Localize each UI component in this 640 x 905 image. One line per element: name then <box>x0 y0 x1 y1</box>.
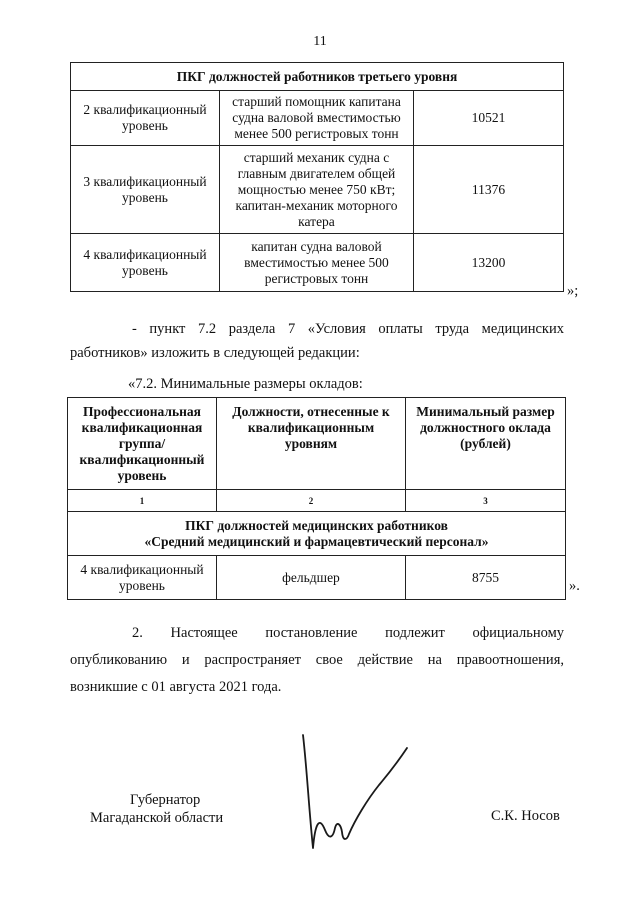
table-row <box>71 146 564 234</box>
position-cell: капитан судна валовой вместимостью менее 500 регистровых тонн <box>220 234 414 292</box>
salary-cell: 11376 <box>414 146 564 234</box>
paragraph-amendment: - пункт 7.2 раздела 7 «Условия оплаты труда медицинских работников» изложить в следующей редакции: <box>70 321 564 361</box>
column-header: Минимальный размер должностного оклада (рублей) <box>406 398 566 490</box>
signatory-title-line2: Магаданской области <box>90 810 224 826</box>
signatory-name: С.К. Носов <box>491 808 560 824</box>
table2-closing: ». <box>569 578 580 594</box>
table1-header: ПКГ должностей работников третьего уровня <box>71 63 564 91</box>
column-header: Должности, отнесенные к квалификационным уровням <box>217 398 406 490</box>
medical-salaries-table <box>67 397 566 600</box>
position-cell: старший механик судна с главным двигателем общей мощностью менее 750 кВт; капитан-механик моторного катера <box>220 146 414 234</box>
position-cell: старший помощник капитана судна валовой вместимостью менее 500 регистровых тонн <box>220 91 414 146</box>
salary-cell: 8755 <box>406 556 566 600</box>
table-row <box>68 556 566 600</box>
table-row <box>71 234 564 292</box>
position-cell: фельдшер <box>217 556 406 600</box>
group-line-2: «Средний медицинский и фармацевтический персонал» <box>144 533 489 549</box>
column-header: Профессиональная квалификационная группа/ квалификационный уровень <box>68 398 217 490</box>
column-number: 2 <box>217 490 406 512</box>
table1-closing: »; <box>567 283 579 299</box>
paragraph-publication: 2. Настоящее постановление подлежит официальному опубликованию и распространяет свое действие на правоотношения, возникшие с 01 августа 2021 года. <box>70 625 564 695</box>
group-header <box>68 512 566 556</box>
table-row <box>71 91 564 146</box>
column-number: 1 <box>68 490 217 512</box>
salary-cell: 10521 <box>414 91 564 146</box>
page-number: 11 <box>313 34 327 49</box>
signatory-title-line1: Губернатор <box>130 792 201 808</box>
salary-cell: 13200 <box>414 234 564 292</box>
paragraph-section-title: «7.2. Минимальные размеры окладов: <box>128 376 363 392</box>
level-cell: 4 квалификационный уровень <box>68 556 217 600</box>
column-number: 3 <box>406 490 566 512</box>
level-cell: 2 квалификационный уровень <box>71 91 220 146</box>
group-line-1: ПКГ должностей медицинских работников <box>185 517 448 533</box>
level-cell: 3 квалификационный уровень <box>71 146 220 234</box>
handwritten-signature <box>295 730 415 865</box>
level-cell: 4 квалификационный уровень <box>71 234 220 292</box>
pkg-third-level-table <box>70 62 564 292</box>
